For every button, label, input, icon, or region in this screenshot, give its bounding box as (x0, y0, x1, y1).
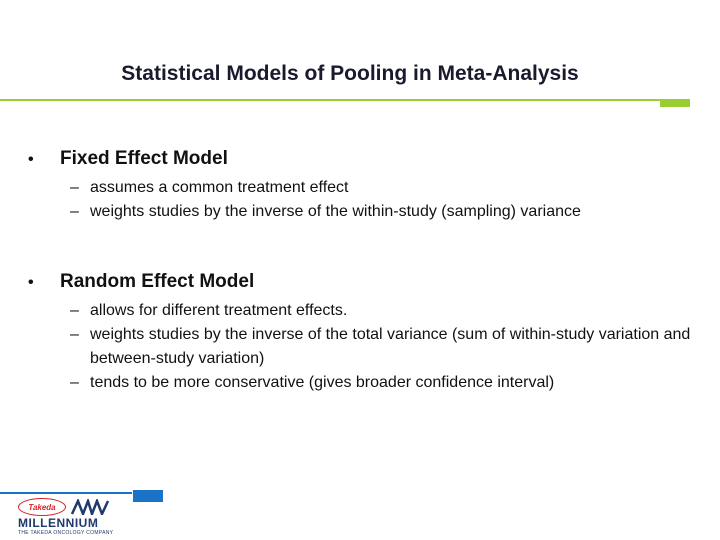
millennium-wordmark: MILLENNIUM (18, 516, 99, 530)
bullet-icon: • (28, 274, 34, 291)
dash-icon: – (70, 302, 79, 319)
sub-list (70, 176, 710, 224)
list-item: – allows for different treatment effects. (70, 299, 710, 323)
list-item: – weights studies by the inverse of the total variance (sum of within-study variation and between-study variation) (70, 323, 710, 371)
section-random-effect (28, 271, 710, 395)
dash-icon: – (70, 374, 79, 391)
millennium-logo-icon (70, 499, 110, 515)
list-item: – weights studies by the inverse of the within-study (sampling) variance (70, 200, 710, 224)
section-heading: Fixed Effect Model (60, 148, 228, 169)
dash-icon: – (70, 179, 79, 196)
company-logo (18, 498, 118, 538)
footer-divider-accent (133, 490, 163, 502)
sub-list (70, 299, 710, 395)
dash-icon: – (70, 326, 79, 343)
list-item: – tends to be more conservative (gives broader confidence interval) (70, 371, 710, 395)
section-fixed-effect (28, 148, 710, 224)
takeda-logo-icon: Takeda (18, 498, 66, 516)
bullet-icon: • (28, 151, 34, 168)
footer-divider (0, 492, 132, 494)
logo-tagline: THE TAKEDA ONCOLOGY COMPANY (18, 530, 114, 536)
list-item: – assumes a common treatment effect (70, 176, 710, 200)
slide-title: Statistical Models of Pooling in Meta-Analysis (121, 62, 579, 85)
title-divider-accent (660, 101, 690, 107)
section-heading: Random Effect Model (60, 271, 255, 292)
dash-icon: – (70, 203, 79, 220)
title-divider (0, 99, 690, 101)
